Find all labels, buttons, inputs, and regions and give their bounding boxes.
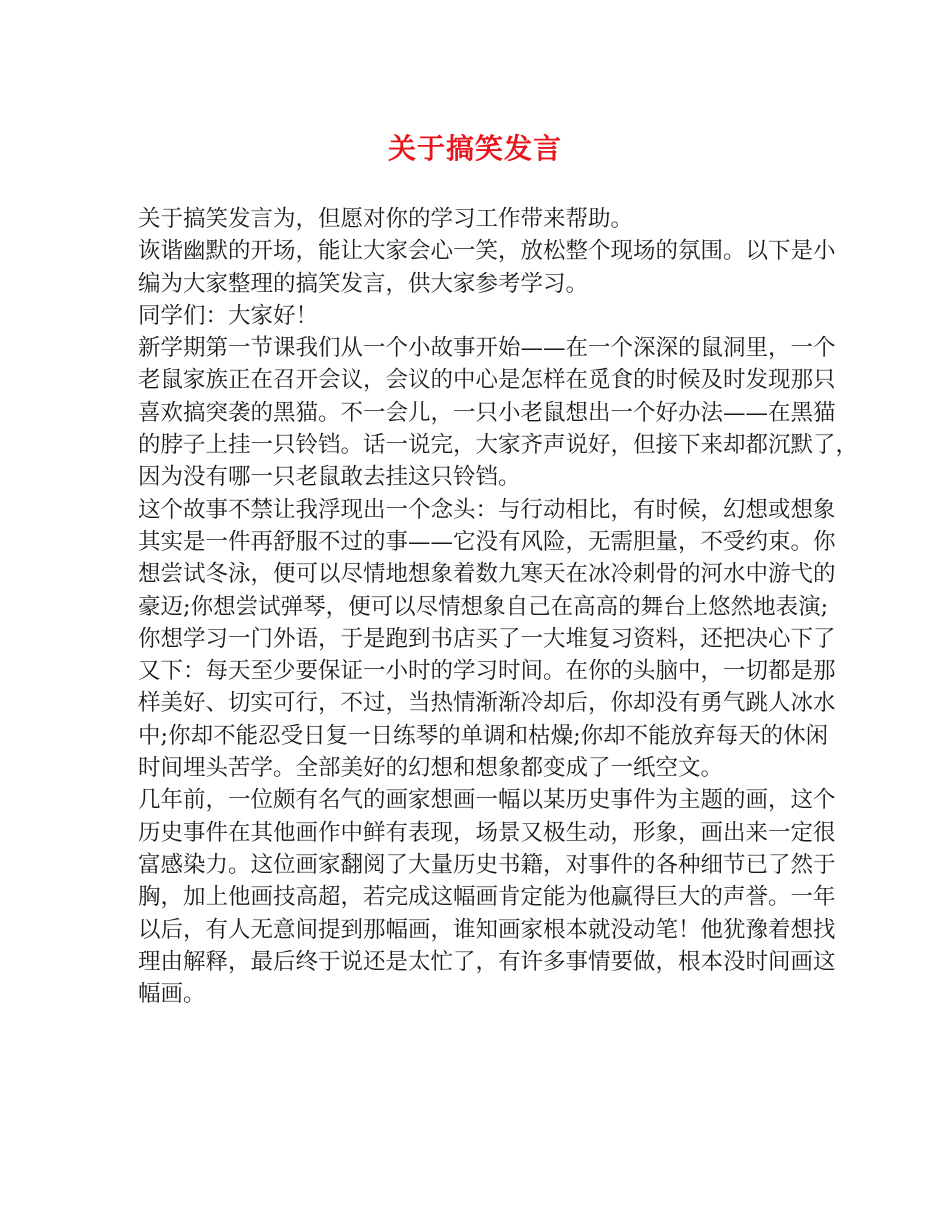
body-line: 喜欢搞突袭的黑猫。不一会儿，一只小老鼠想出一个好办法——在黑猫 — [138, 399, 836, 426]
body-line: 几年前，一位颇有名气的画家想画一幅以某历史事件为主题的画，这个 — [138, 787, 836, 814]
body-line: 历史事件在其他画作中鲜有表现，场景又极生动，形象，画出来一定很 — [138, 819, 836, 846]
body-line: 老鼠家族正在召开会议，会议的中心是怎样在觅食的时候及时发现那只 — [138, 367, 836, 394]
body-line: 因为没有哪一只老鼠敢去挂这只铃铛。 — [138, 464, 521, 491]
body-line: 编为大家整理的搞笑发言，供大家参考学习。 — [138, 270, 589, 297]
body-line: 又下：每天至少要保证一小时的学习时间。在你的头脑中，一切都是那 — [138, 658, 836, 685]
body-line: 豪迈;你想尝试弹琴，便可以尽情想象自己在高高的舞台上悠然地表演; — [138, 593, 829, 620]
body-line: 这个故事不禁让我浮现出一个念头：与行动相比，有时候，幻想或想象 — [138, 496, 836, 523]
body-line: 的脖子上挂一只铃铛。话一说完，大家齐声说好，但接下来却都沉默了， — [138, 432, 859, 459]
body-line: 同学们：大家好！ — [138, 302, 319, 329]
body-line: 诙谐幽默的开场，能让大家会心一笑，放松整个现场的氛围。以下是小 — [138, 238, 836, 265]
body-line: 中;你却不能忍受日复一日练琴的单调和枯燥;你却不能放弃每天的休闲 — [138, 722, 829, 749]
body-line: 你想学习一门外语，于是跑到书店买了一大堆复习资料，还把决心下了 — [138, 625, 836, 652]
body-line: 样美好、切实可行，不过，当热情渐渐冷却后，你却没有勇气跳人冰水 — [138, 690, 836, 717]
body-line: 理由解释，最后终于说还是太忙了，有许多事情要做，根本没时间画这 — [138, 948, 836, 975]
body-line: 富感染力。这位画家翻阅了大量历史书籍，对事件的各种细节已了然于 — [138, 851, 836, 878]
body-line: 时间埋头苦学。全部美好的幻想和想象都变成了一纸空文。 — [138, 755, 724, 782]
body-line: 以后，有人无意间提到那幅画，谁知画家根本就没动笔！他犹豫着想找 — [138, 916, 836, 943]
document-title: 关于搞笑发言 — [387, 132, 562, 165]
body-line: 关于搞笑发言为，但愿对你的学习工作带来帮助。 — [138, 206, 634, 232]
body-line: 想尝试冬泳，便可以尽情地想象着数九寒天在冰冷刺骨的河水中游弋的 — [138, 561, 836, 588]
body-line: 胸，加上他画技高超，若完成这幅画肯定能为他赢得巨大的声誉。一年 — [138, 884, 836, 911]
document-body — [138, 203, 859, 1010]
body-line: 新学期第一节课我们从一个小故事开始——在一个深深的鼠洞里，一个 — [138, 335, 836, 362]
body-line: 幅画。 — [138, 981, 206, 1008]
body-line: 其实是一件再舒服不过的事——它没有风险，无需胆量，不受约束。你 — [138, 528, 836, 555]
